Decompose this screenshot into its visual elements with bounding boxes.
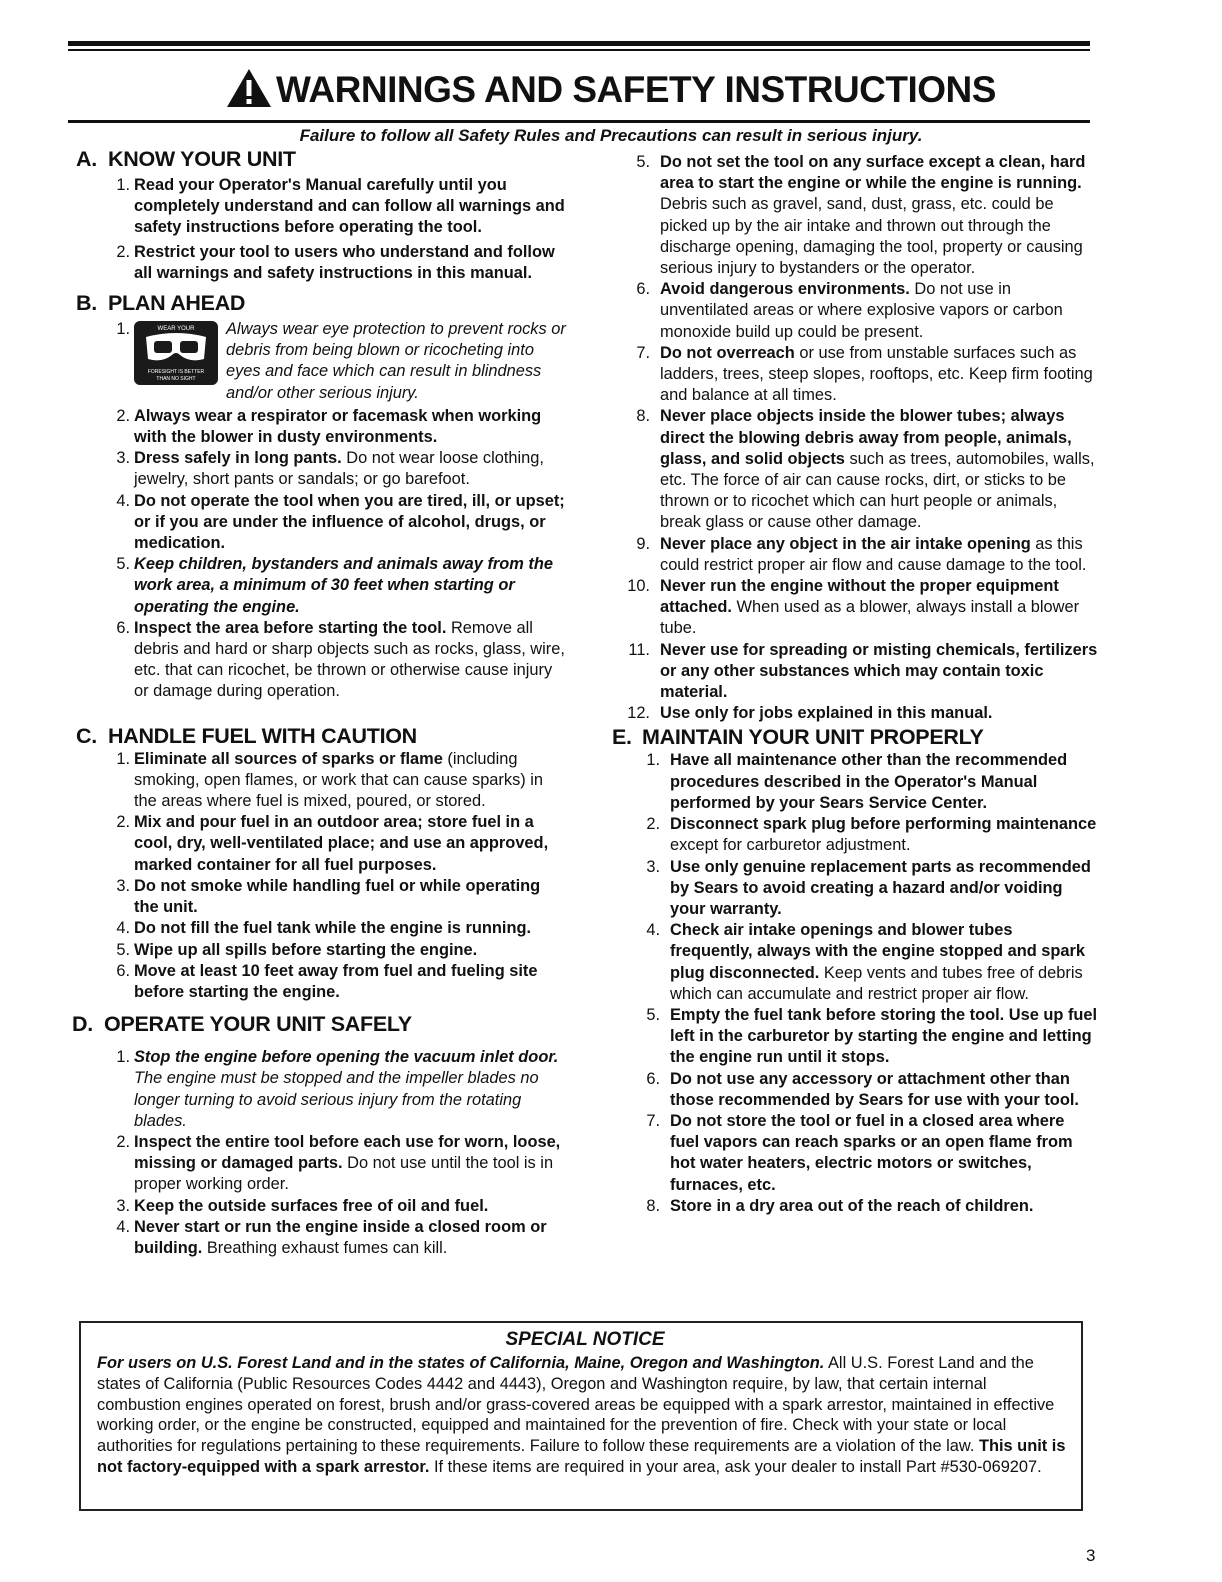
notice-body	[97, 1353, 1073, 1478]
list-item: 5. Do not set the tool on any surface except a clean, hard area to start the engine or while the engine is running. Debris such as gravel, sand, dust, grass, etc. could be picked up by the air intake and thrown out through the discharge opening, damaging the tool, property or causing serious injury to bystanders or the operator.	[636, 153, 1086, 278]
list-item: 3. Use only genuine replacement parts as recommended by Sears to avoid creating a hazard and/or voiding your warranty.	[646, 857, 1091, 918]
list-item: 2. Disconnect spark plug before performing maintenance except for carburetor adjustment.	[646, 815, 1097, 855]
goggle-caption-bottom-2: THAN NO SIGHT	[156, 376, 196, 383]
right-column	[612, 152, 1098, 1217]
section-d-heading: D. OPERATE YOUR UNIT SAFELY	[72, 1012, 412, 1037]
list-item: 1. WEAR YOUR FORESIGHT IS BETTER THAN NO SIGHT Always wear eye protection to prevent rocks or debris from being blown or ricocheting into eyes and face which can result in blindness and/or other serious injury.	[116, 320, 566, 402]
notice-body-1: All U.S. Forest Land and the states of California (Public Resources Codes 4442 and 4443), Oregon and Washington require, by law, that certain internal combustion engines operated on forest, brush and/or grass-covered areas be equipped with a spark arrestor, maintained in effective working order, or the engine be constructed, equipped and maintained for the prevention of fire. Check with your state or local authorities for regulations pertaining to these requirements. Failure to follow these requirements are a violation of the law.	[97, 1354, 1055, 1456]
list-item: 11. Never use for spreading or misting chemicals, fertilizers or any other substances which may contain toxic material.	[628, 640, 1098, 702]
list-item: 4. Do not operate the tool when you are tired, ill, or upset; or if you are under the influence of alcohol, drugs, or medication.	[116, 491, 565, 553]
list-item: 5. Wipe up all spills before starting the engine.	[116, 940, 478, 959]
list-item: 1. Eliminate all sources of sparks or flame (including smoking, open flames, or work that can cause sparks) in the areas where fuel is mixed, poured, or stored.	[116, 749, 544, 811]
section-d-list	[76, 1047, 566, 1259]
goggle-caption-top: WEAR YOUR	[157, 326, 195, 333]
section-d-continued-list	[618, 152, 1098, 724]
list-item: 6. Avoid dangerous environments. Do not use in unventilated areas or where explosive vapors or carbon monoxide build up could be present.	[636, 280, 1063, 341]
list-item: 6. Do not use any accessory or attachment other than those recommended by Sears for use with your tool.	[646, 1069, 1079, 1109]
list-item: 2. Always wear a respirator or facemask when working with the blower in dusty environments.	[116, 406, 542, 447]
list-item: 4. Check air intake openings and blower tubes frequently, always with the engine stopped and spark plug disconnected. Keep vents and tubes free of debris which can accumulate and restrict proper air flow.	[646, 921, 1086, 1003]
list-item: 2. Mix and pour fuel in an outdoor area; store fuel in a cool, dry, well-ventilated place; and use an approved, marked container for all fuel purposes.	[116, 813, 549, 874]
list-item: 2. Restrict your tool to users who understand and follow all warnings and safety instructions in this manual.	[116, 242, 555, 282]
subtitle: Failure to follow all Safety Rules and Precautions can result in serious injury.	[299, 126, 923, 145]
section-c-heading: C. HANDLE FUEL WITH CAUTION	[76, 723, 417, 748]
warning-triangle-icon	[226, 68, 272, 108]
notice-bold: This unit is not factory-equipped with a spark arrestor.	[97, 1437, 1066, 1476]
list-item: 5. Empty the fuel tank before storing the tool. Use up fuel left in the carburetor by starting the engine and letting the engine run until it stops.	[646, 1005, 1098, 1067]
section-b-heading: B. PLAN AHEAD	[76, 291, 246, 316]
safety-goggles-icon	[134, 321, 218, 385]
section-a-heading: A. KNOW YOUR UNIT	[76, 147, 296, 171]
section-e-heading: E. MAINTAIN YOUR UNIT PROPERLY	[612, 725, 984, 750]
list-item: 8. Never place objects inside the blower tubes; always direct the blowing debris away from people, animals, glass, and solid objects such as trees, automobiles, walls, etc. The force of air can cause rocks, dirt, or sticks to be thrown or to ricochet which can hurt people or animals, break glass or cause other damage.	[636, 407, 1095, 532]
list-item: 10. Never run the engine without the proper equipment attached. When used as a blower, always install a blower tube.	[627, 577, 1080, 638]
list-item: 7. Do not overreach or use from unstable surfaces such as ladders, trees, steep slopes, rooftops, etc. Keep firm footing and balance at all times.	[636, 343, 1093, 405]
page-number: 3	[1086, 1546, 1096, 1565]
list-item: 2. Inspect the entire tool before each use for worn, loose, missing or damaged parts. Do not use until the tool is in proper working order.	[116, 1132, 561, 1194]
list-item: 6. Inspect the area before starting the tool. Remove all debris and hard or sharp objects such as rocks, glass, wire, etc. that can ricochet, be thrown or otherwise cause injury or damage during operation.	[116, 618, 565, 701]
section-e-list	[618, 750, 1098, 1216]
list-item: 3. Do not smoke while handling fuel or while operating the unit.	[116, 876, 541, 917]
list-item: 8. Store in a dry area out of the reach of children.	[646, 1196, 1034, 1215]
list-item: 1. Have all maintenance other than the recommended procedures described in the Operator's Manual performed by your Sears Service Center.	[646, 751, 1068, 812]
goggle-caption-bottom: FORESIGHT IS BETTER	[147, 369, 205, 376]
left-column	[72, 146, 566, 1259]
list-item: 3. Dress safely in long pants. Do not wear loose clothing, jewelry, short pants or sandals; or go barefoot.	[116, 449, 544, 489]
list-item: 1. Read your Operator's Manual carefully until you completely understand and can follow all warnings and safety instructions before operating the tool.	[116, 176, 565, 237]
special-notice-box	[79, 1321, 1083, 1511]
top-rule-thin	[68, 49, 1090, 51]
list-item: 9. Never place any object in the air intake opening as this could restrict proper air flow and cause damage to the tool.	[636, 534, 1087, 574]
section-b-list	[76, 319, 566, 703]
list-item: 4. Do not fill the fuel tank while the engine is running.	[116, 919, 532, 938]
section-a-list	[76, 175, 566, 284]
notice-lead: For users on U.S. Forest Land and in the states of California, Maine, Oregon and Washington.	[97, 1354, 825, 1372]
list-item: 7. Do not store the tool or fuel in a closed area where fuel vapors can reach sparks or an open flame from hot water heaters, electric motors or switches, furnaces, etc.	[646, 1111, 1073, 1194]
list-item: 1. Stop the engine before opening the vacuum inlet door. The engine must be stopped and the impeller blades no longer turning to avoid serious injury from the rotating blades.	[116, 1048, 559, 1130]
page-title	[0, 68, 1222, 111]
list-item: 6. Move at least 10 feet away from fuel and fueling site before starting the engine.	[116, 961, 538, 1001]
notice-body-2: If these items are required in your area, ask your dealer to install Part #530-069207.	[429, 1457, 1042, 1476]
section-c-list	[76, 749, 566, 1003]
title-underline	[68, 120, 1090, 123]
list-item: 3. Keep the outside surfaces free of oil and fuel.	[116, 1196, 489, 1215]
title-text: WARNINGS AND SAFETY INSTRUCTIONS	[276, 69, 996, 110]
list-item: 5. Keep children, bystanders and animals away from the work area, a minimum of 30 feet when starting or operating the engine.	[116, 555, 554, 616]
list-item: 4. Never start or run the engine inside a closed room or building. Breathing exhaust fumes can kill.	[116, 1217, 547, 1257]
list-item: 12. Use only for jobs explained in this manual.	[627, 704, 993, 723]
top-rule	[68, 41, 1090, 46]
notice-title: SPECIAL NOTICE	[505, 1329, 665, 1350]
